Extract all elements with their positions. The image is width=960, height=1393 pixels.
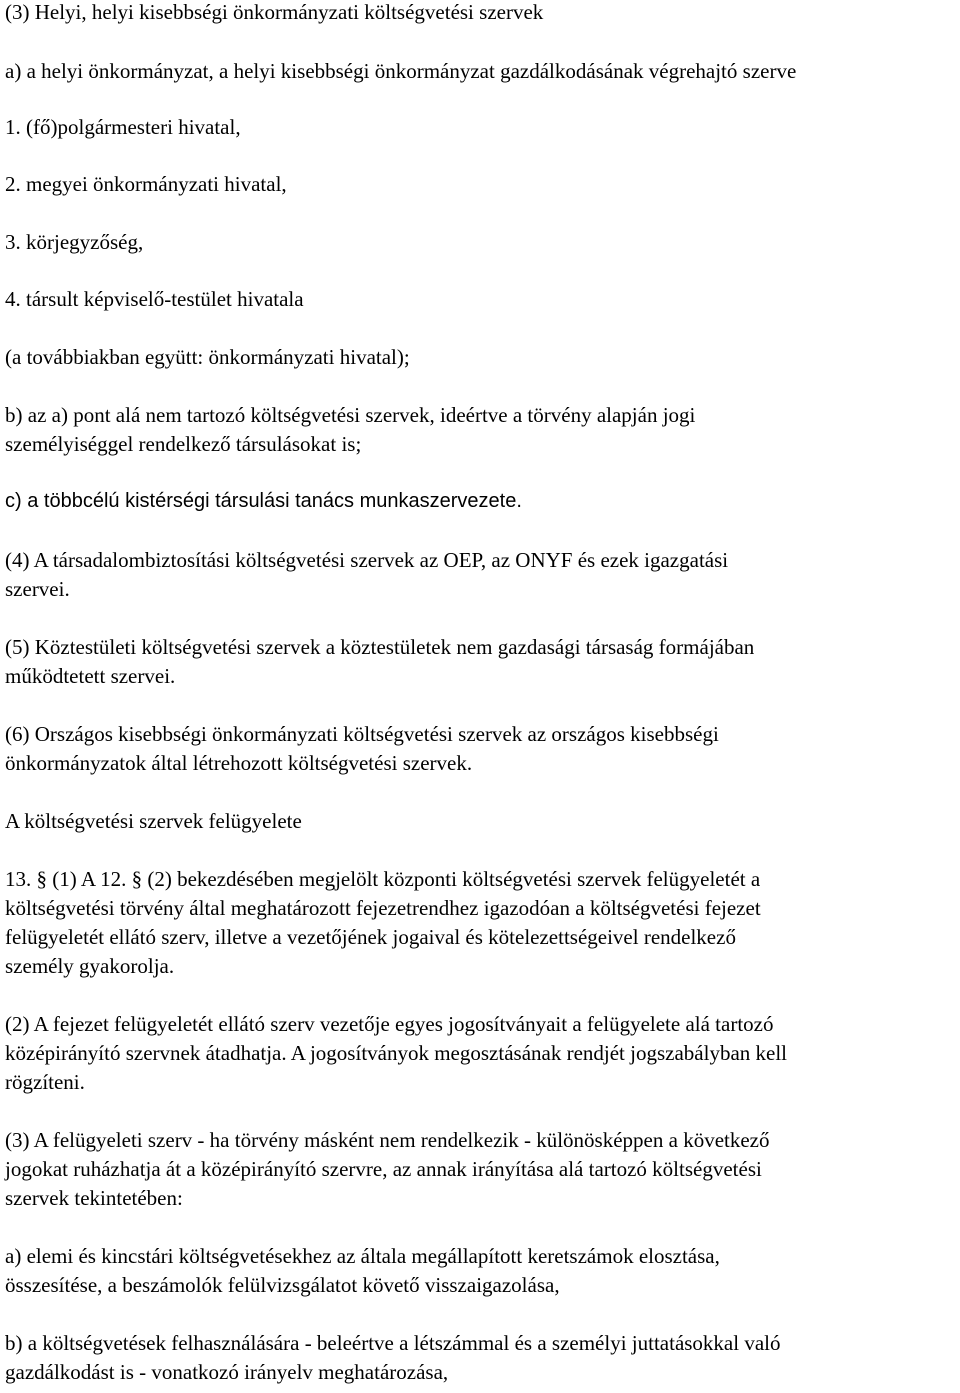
paragraph-2-line-3: rögzíteni. (5, 1070, 85, 1094)
paragraph-4-line-2: szervei. (5, 577, 70, 601)
item-a-local-office: a) a helyi önkormányzat, a helyi kisebbségi önkormányzat gazdálkodásának végrehajtó szerve (5, 59, 797, 83)
paragraph-2-line-2: középirányító szervnek átadhatja. A jogosítványok megosztásának rendjét jogszabályban kell (5, 1041, 788, 1065)
heading-local-budget-bodies: (3) Helyi, helyi kisebbségi önkormányzati költségvetési szervek (5, 0, 544, 24)
paragraph-4-line-1: (4) A társadalombiztosítási költségvetési szervek az OEP, az ONYF és ezek igazgatási (5, 548, 729, 572)
section-13-line-3: felügyeletét ellátó szerv, illetve a vezetőjének jogaival és kötelezettségeivel rendelkező (5, 925, 736, 949)
section-13-line-1: 13. § (1) A 12. § (2) bekezdésében megjelölt központi költségvetési szervek felügyeletét a (5, 867, 761, 891)
paragraph-6-line-1: (6) Országos kisebbségi önkormányzati költségvetési szervek az országos kisebbségi (5, 722, 719, 746)
item-c: c) a többcélú kistérségi társulási tanács munkaszervezete. (5, 490, 522, 512)
point-b-line-1: b) a költségvetések felhasználására - beleértve a létszámmal és a személyi juttatásokkal való (5, 1331, 781, 1355)
paragraph-6-line-2: önkormányzatok által létrehozott költségvetési szervek. (5, 751, 473, 775)
paragraph-3-line-2: jogokat ruházhatja át a középirányító szervre, az annak irányítása alá tartozó költségvetési (5, 1157, 762, 1181)
point-b-line-2: gazdálkodást is - vonatkozó irányelv meghatározása, (5, 1360, 449, 1384)
section-13-line-4: személy gyakorolja. (5, 954, 175, 978)
paragraph-5-line-1: (5) Köztestületi költségvetési szervek a köztestületek nem gazdasági társaság formájában (5, 635, 755, 659)
paragraph-5-line-2: működtetett szervei. (5, 664, 176, 688)
section-13-line-2: költségvetési törvény által meghatározott fejezetrendhez igazodóan a költségvetési fejezet (5, 896, 761, 920)
item-b-line-2: személyiséggel rendelkező társulásokat is; (5, 432, 362, 456)
paragraph-3-line-1: (3) A felügyeleti szerv - ha törvény másként nem rendelkezik - különösképpen a következő (5, 1128, 770, 1152)
list-item-2: 2. megyei önkormányzati hivatal, (5, 172, 287, 196)
paragraph-3-line-3: szervek tekintetében: (5, 1186, 183, 1210)
point-a-line-2: összesítése, a beszámolók felülvizsgálatot követő visszaigazolása, (5, 1273, 560, 1297)
list-item-4: 4. társult képviselő-testület hivatala (5, 287, 304, 311)
paragraph-2-line-1: (2) A fejezet felügyeletét ellátó szerv vezetője egyes jogosítványait a felügyelete alá tartozó (5, 1012, 774, 1036)
item-b-line-1: b) az a) pont alá nem tartozó költségvetési szervek, ideértve a törvény alapján jogi (5, 403, 696, 427)
point-a-line-1: a) elemi és kincstári költségvetésekhez az általa megállapított keretszámok elosztása, (5, 1244, 720, 1268)
section-title: A költségvetési szervek felügyelete (5, 809, 302, 833)
list-item-3: 3. körjegyzőség, (5, 230, 144, 254)
list-item-1: 1. (fő)polgármesteri hivatal, (5, 115, 241, 139)
definition-note: (a továbbiakban együtt: önkormányzati hivatal); (5, 345, 410, 369)
